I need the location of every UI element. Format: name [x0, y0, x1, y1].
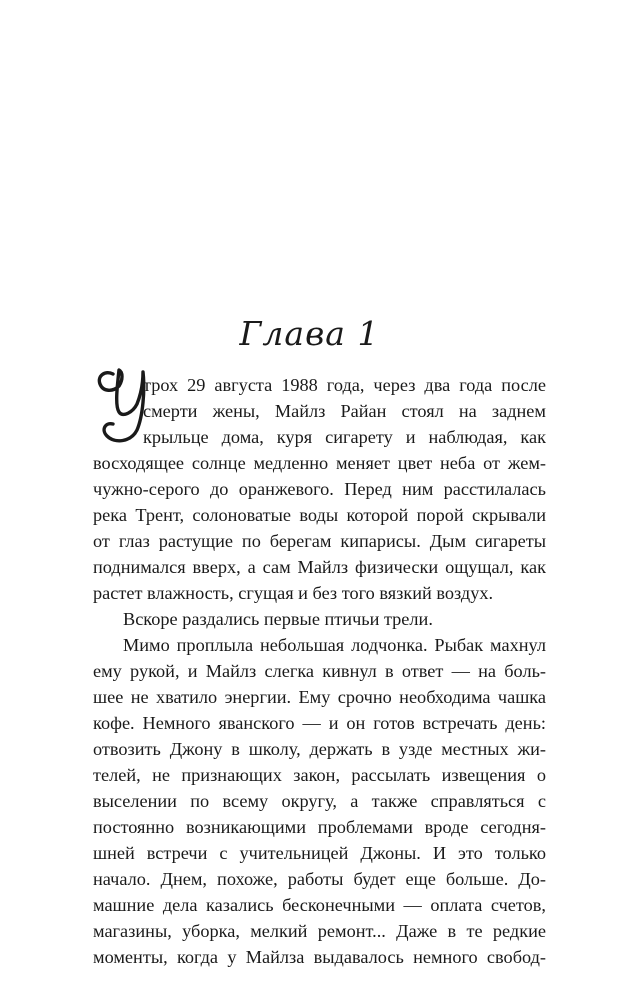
text-line: крыльце дома, куря сигарету и наблюдая, как: [143, 427, 546, 447]
text-line: Вскоре раздались первые птичьи трели.: [123, 609, 433, 629]
text-line: постоянно возникающими проблемами вроде сегодня-: [93, 817, 546, 837]
text-line: восходящее солнце медленно меняет цвет неба от жем-: [93, 453, 546, 473]
text-line: моменты, когда у Майлза выдавалось немного свобод-: [93, 947, 546, 967]
text-line: шней встречи с учительницей Джоны. И это только: [93, 843, 546, 863]
text-line: река Трент, солоноватые воды которой порой скрывали: [93, 505, 546, 525]
text-line: телей, не признающих закон, рассылать извещения о: [93, 765, 546, 785]
text-line: Мимо проплыла небольшая лодчонка. Рыбак махнул: [123, 635, 546, 655]
text-line: магазины, уборка, мелкий ремонт... Даже в те редкие: [93, 921, 546, 941]
text-line: ему рукой, и Майлз слегка кивнул в ответ — на боль-: [93, 661, 546, 681]
text-line: шее не хватило энергии. Ему срочно необходима чашка: [93, 687, 546, 707]
text-line: начало. Днем, похоже, работы будет еще больше. До-: [93, 869, 546, 889]
text-line: от глаз растущие по берегам кипарисы. Дым сигареты: [93, 531, 546, 551]
text-line: машние дела казались бесконечными — оплата счетов,: [93, 895, 546, 915]
text-line: чужно-серого до оранжевого. Перед ним расстилалась: [93, 479, 546, 499]
text-line: отвозить Джону в школу, держать в узде местных жи-: [93, 739, 546, 759]
chapter-body: [93, 372, 546, 970]
text-line: поднимался вверх, а сам Майлз физически ощущал, как: [93, 557, 546, 577]
text-line: выселении по всему округу, а также справляться с: [93, 791, 546, 811]
text-line: трох 29 августа 1988 года, через два года после: [143, 375, 546, 395]
text-line: растет влажность, сгущая и без того вязкий воздух.: [93, 583, 494, 603]
chapter-title: Глава 1: [239, 314, 380, 353]
text-line: кофе. Немного яванского — и он готов встречать день:: [93, 713, 546, 733]
text-line: смерти жены, Майлз Райан стоял на заднем: [143, 401, 546, 421]
